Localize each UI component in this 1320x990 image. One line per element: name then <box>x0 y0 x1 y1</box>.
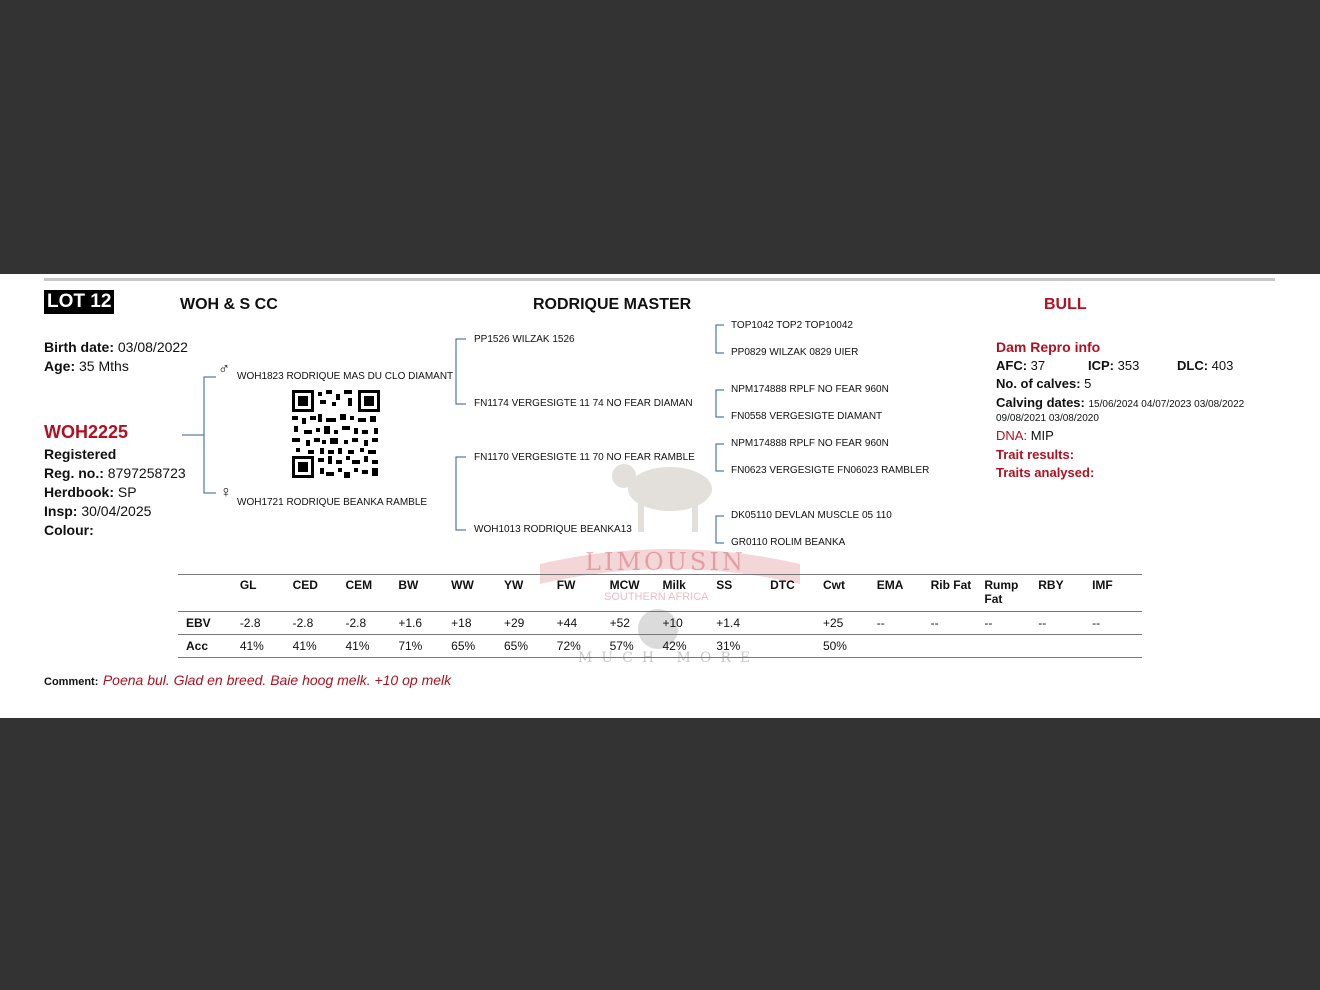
table-cell: +29 <box>500 612 553 635</box>
calves-value: 5 <box>1084 376 1092 391</box>
animal-id: WOH2225 <box>44 422 129 442</box>
table-cell: -2.8 <box>289 612 342 635</box>
age-label: Age: <box>44 358 76 374</box>
table-cell: +1.4 <box>712 612 766 635</box>
breeder-name: WOH & S CC <box>180 296 278 313</box>
ebv-header: FW <box>553 575 606 612</box>
dlc-row <box>1177 358 1233 373</box>
table-cell: 65% <box>447 635 500 658</box>
table-cell: -- <box>873 612 927 635</box>
table-cell: 41% <box>236 635 289 658</box>
table-cell <box>766 635 819 658</box>
ebv-header: Rump Fat <box>980 575 1034 612</box>
ebv-header: MCW <box>606 575 659 612</box>
table-cell: 41% <box>341 635 394 658</box>
pedigree-tree <box>0 274 1320 574</box>
ebv-header: WW <box>447 575 500 612</box>
calving-dates-line1: 15/06/2024 04/07/2023 03/08/2022 <box>1088 399 1245 410</box>
table-cell: -- <box>927 612 981 635</box>
sire-sire-name: PP1526 WILZAK 1526 <box>474 334 575 345</box>
dam-dam-name: WOH1013 RODRIQUE BEANKA13 <box>474 524 632 535</box>
ss-sire-name: TOP1042 TOP2 TOP10042 <box>731 320 853 331</box>
table-cell <box>766 612 819 635</box>
table-cell: -- <box>1088 612 1142 635</box>
comment-text: Poena bul. Glad en breed. Baie hoog melk. +10 op melk <box>102 672 452 688</box>
male-symbol-icon: ♂ <box>218 361 230 378</box>
table-cell: -2.8 <box>341 612 394 635</box>
ebv-header: GL <box>236 575 289 612</box>
lot-card <box>0 274 1320 718</box>
ebv-header: RBY <box>1034 575 1088 612</box>
ebv-header: BW <box>394 575 447 612</box>
ebv-row <box>178 612 1142 635</box>
table-cell <box>873 635 927 658</box>
table-cell: 42% <box>658 635 712 658</box>
female-symbol-icon: ♀ <box>220 484 232 501</box>
table-cell: +52 <box>606 612 659 635</box>
ebv-header: CED <box>289 575 342 612</box>
table-cell: 31% <box>712 635 766 658</box>
table-cell: -- <box>1034 612 1088 635</box>
dna-row <box>996 428 1054 443</box>
table-cell <box>1034 635 1088 658</box>
table-cell: 71% <box>394 635 447 658</box>
ebv-header <box>178 575 236 612</box>
ebv-header: Rib Fat <box>927 575 981 612</box>
afc-label: AFC: <box>996 358 1028 373</box>
age-value: 35 Mths <box>79 358 129 374</box>
dd-sire-name: DK05110 DEVLAN MUSCLE 05 110 <box>731 510 892 521</box>
reg-no-value: 8797258723 <box>107 465 186 481</box>
row-label: EBV <box>178 612 236 635</box>
table-cell: -2.8 <box>236 612 289 635</box>
birth-date-value: 03/08/2022 <box>117 339 188 355</box>
colour-label: Colour: <box>44 522 94 538</box>
table-cell: 50% <box>819 635 873 658</box>
icp-row <box>1088 358 1139 373</box>
herdbook-label: Herdbook: <box>44 484 114 500</box>
comment-label: Comment: <box>44 676 99 688</box>
herdbook-value: SP <box>117 484 137 500</box>
ds-sire-name: NPM174888 RPLF NO FEAR 960N <box>731 438 889 449</box>
table-cell: +44 <box>553 612 606 635</box>
ebv-header: CEM <box>341 575 394 612</box>
calving-row <box>996 395 1244 410</box>
table-cell <box>1088 635 1142 658</box>
table-cell: +25 <box>819 612 873 635</box>
ebv-table <box>178 574 1142 658</box>
insp-label: Insp: <box>44 503 78 519</box>
table-cell: -- <box>980 612 1034 635</box>
lot-label: LOT 12 <box>44 290 114 314</box>
icp-value: 353 <box>1117 358 1140 373</box>
table-cell <box>927 635 981 658</box>
table-cell: 65% <box>500 635 553 658</box>
ds-dam-name: FN0623 VERGESIGTE FN06023 RAMBLER <box>731 465 930 476</box>
table-cell <box>980 635 1034 658</box>
table-cell: +1.6 <box>394 612 447 635</box>
acc-row <box>178 635 1142 658</box>
birth-date-label: Birth date: <box>44 339 114 355</box>
trait-results-label: Trait results: <box>996 447 1075 462</box>
calves-label: No. of calves: <box>996 376 1081 391</box>
insp-value: 30/04/2025 <box>81 503 152 519</box>
traits-analysed-label: Traits analysed: <box>996 465 1095 480</box>
ebv-header-row <box>178 575 1142 612</box>
sex-label: BULL <box>1044 296 1087 313</box>
afc-row <box>996 358 1045 373</box>
dam-sire-name: FN1170 VERGESIGTE 11 70 NO FEAR RAMBLE <box>474 452 695 463</box>
comment-row <box>44 672 451 690</box>
watermark-brand: LIMOUSIN <box>585 548 746 576</box>
ebv-header: Cwt <box>819 575 873 612</box>
dlc-label: DLC: <box>1177 358 1209 373</box>
watermark-tagline: MUCH MORE <box>578 650 760 666</box>
table-cell: 72% <box>553 635 606 658</box>
ebv-header: SS <box>712 575 766 612</box>
calving-dates-line2: 09/08/2021 03/08/2020 <box>996 413 1099 424</box>
ebv-header: Milk <box>658 575 712 612</box>
ss-dam-name: PP0829 WILZAK 0829 UIER <box>731 347 859 358</box>
sd-sire-name: NPM174888 RPLF NO FEAR 960N <box>731 384 889 395</box>
status-value: Registered <box>44 446 117 462</box>
calving-label: Calving dates: <box>996 395 1085 410</box>
watermark-region: SOUTHERN AFRICA <box>604 591 709 603</box>
dam-repro-title: Dam Repro info <box>996 339 1101 355</box>
dam-name: WOH1721 RODRIQUE BEANKA RAMBLE <box>237 497 428 508</box>
calves-row <box>996 376 1091 391</box>
row-label: Acc <box>178 635 236 658</box>
table-cell: +10 <box>658 612 712 635</box>
sire-dam-name: FN1174 VERGESIGTE 11 74 NO FEAR DIAMAN <box>474 398 693 409</box>
qr-code-icon[interactable] <box>292 390 380 478</box>
dna-label: DNA: <box>996 428 1028 443</box>
dlc-value: 403 <box>1211 358 1234 373</box>
reg-no-label: Reg. no.: <box>44 465 104 481</box>
sd-dam-name: FN0558 VERGESIGTE DIAMANT <box>731 411 883 422</box>
table-cell: 57% <box>606 635 659 658</box>
dd-dam-name: GR0110 ROLIM BEANKA <box>731 537 846 548</box>
dna-value: MIP <box>1030 428 1054 443</box>
ebv-header: IMF <box>1088 575 1142 612</box>
table-cell: 41% <box>289 635 342 658</box>
icp-label: ICP: <box>1088 358 1114 373</box>
sire-name: WOH1823 RODRIQUE MAS DU CLO DIAMANT <box>237 371 454 382</box>
animal-name: RODRIQUE MASTER <box>533 296 692 313</box>
table-cell: +18 <box>447 612 500 635</box>
ebv-header: YW <box>500 575 553 612</box>
afc-value: 37 <box>1030 358 1046 373</box>
ebv-header: DTC <box>766 575 819 612</box>
ebv-header: EMA <box>873 575 927 612</box>
